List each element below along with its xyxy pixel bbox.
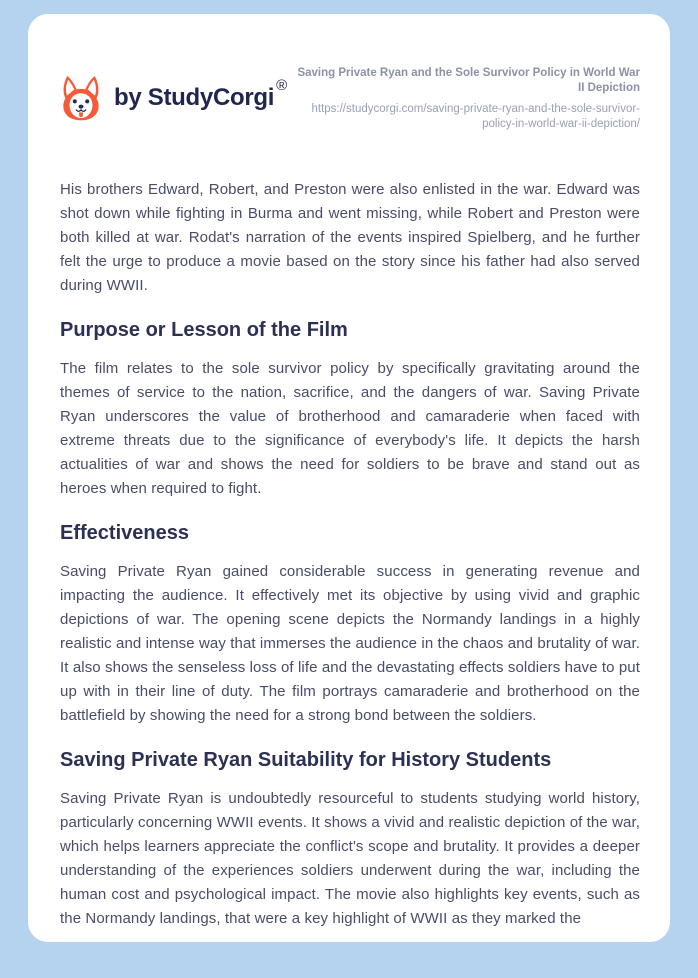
- section-heading-effectiveness: Effectiveness: [60, 521, 189, 544]
- brand-name: by StudyCorgi ®: [114, 77, 287, 111]
- corgi-logo-icon: [60, 74, 102, 122]
- section-heading-suitability: Saving Private Ryan Suitability for History Students: [60, 748, 552, 771]
- section-paragraph-suitability: Saving Private Ryan is undoubtedly resourceful to students studying world history, particularly concerning WWII events. It shows a vivid and realistic depiction of the war, which helps learners appreciate the conflict's scope and brutality. It provides a deeper understanding of the experiences soldiers underwent during the war, including the human cost and psychological impact. The movie also highlights key events, such as the Normandy landings, that were a key highlight of WWII as they marked the: [60, 789, 640, 927]
- document-title: Saving Private Ryan and the Sole Survivor Policy in World War II Depiction: [297, 67, 640, 94]
- document-card: [28, 14, 670, 942]
- document-meta: [288, 66, 640, 132]
- document-url-link[interactable]: https://studycorgi.com/saving-private-ryan-and-the-sole-survivor-policy-in-world-war-ii-depiction/: [311, 102, 640, 130]
- section-paragraph-effectiveness: Saving Private Ryan gained considerable success in generating revenue and impacting the audience. It effectively met its objective by using vivid and graphic depictions of war. The opening scene depicts the Normandy landings in a highly realistic and intense way that immerses the audience in the chaos and brutality of war. It also shows the senseless loss of life and the devastating effects soldiers have to put up with in their line of duty. The film portrays camaraderie and brotherhood on the battlefield by showing the need for a strong bond between the soldiers.: [60, 562, 640, 724]
- section-heading-purpose: Purpose or Lesson of the Film: [60, 318, 348, 341]
- intro-paragraph: His brothers Edward, Robert, and Preston were also enlisted in the war. Edward was shot down while fighting in Burma and went missing, while Robert and Preston were both killed at war. Rodat's narration of the events inspired Spielberg, and he further felt the urge to produce a movie based on the story since his father had also served during WWII.: [60, 180, 640, 294]
- section-paragraph-purpose: The film relates to the sole survivor policy by specifically gravitating around the themes of service to the nation, sacrifice, and the dangers of war. Saving Private Ryan underscores the value of brotherhood and camaraderie when faced with extreme threats due to the significance of everybody's life. It depicts the harsh actualities of war and shows the need for soldiers to be brave and stand out as heroes when required to fight.: [60, 359, 640, 497]
- document-header: [60, 64, 640, 132]
- brand-lockup: [60, 74, 287, 122]
- article-body: [60, 178, 640, 931]
- registered-trademark: ®: [276, 77, 287, 94]
